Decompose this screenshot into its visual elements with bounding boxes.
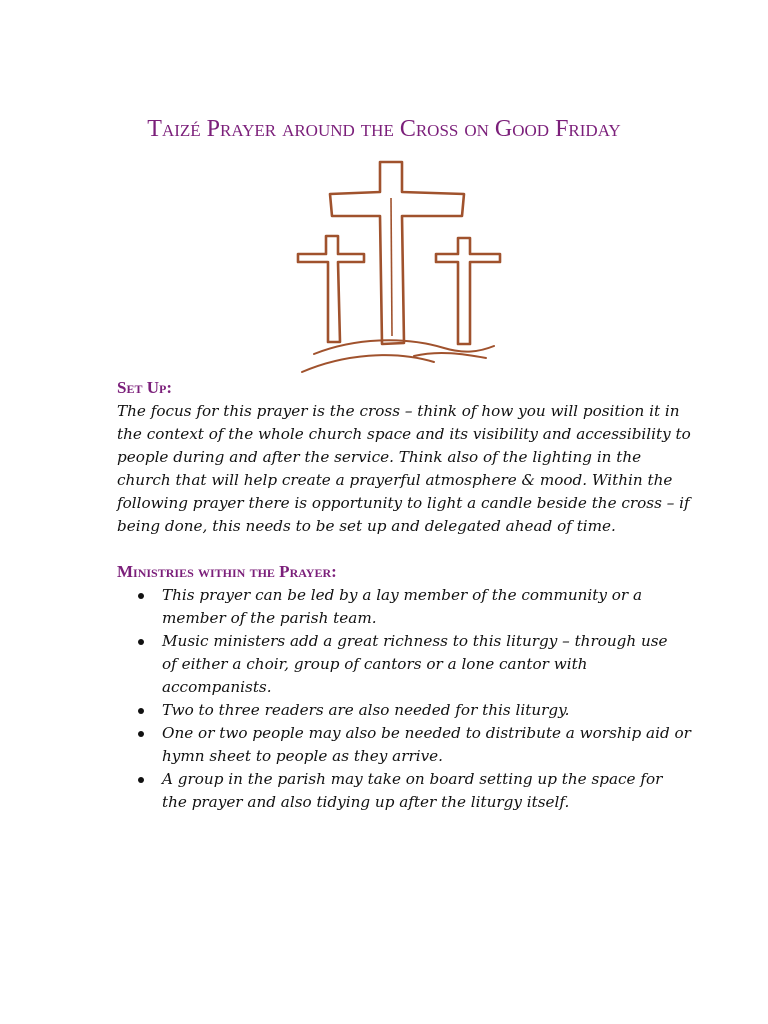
ministries-heading: Ministries within the Prayer: (117, 562, 337, 581)
list-item-line: Two to three readers are also needed for this liturgy. (162, 701, 570, 719)
setup-line: church that will help create a prayerful atmosphere & mood. Within the (117, 471, 673, 489)
list-item-line: A group in the parish may take on board setting up the space for (162, 770, 663, 788)
list-item-line: Music ministers add a great richness to this liturgy – through use (162, 632, 668, 650)
setup-line: people during and after the service. Think also of the lighting in the (117, 448, 642, 466)
setup-line: following prayer there is opportunity to light a candle beside the cross – if (117, 494, 690, 512)
list-item (117, 768, 677, 814)
list-item-line: of either a choir, group of cantors or a lone cantor with (162, 655, 588, 673)
right-cross (436, 238, 500, 344)
setup-line: The focus for this prayer is the cross – think of how you will position it in (117, 402, 680, 420)
setup-line: the context of the whole church space and its visibility and accessibility to (117, 425, 691, 443)
list-item-line: hymn sheet to people as they arrive. (162, 747, 443, 765)
setup-line: being done, this needs to be set up and delegated ahead of time. (117, 517, 616, 535)
list-item (117, 722, 691, 768)
setup-paragraph (117, 400, 691, 538)
left-cross (298, 236, 364, 342)
list-item-line: accompanists. (162, 678, 272, 696)
hill-line-3 (414, 353, 486, 358)
list-item-line: This prayer can be led by a lay member of the community or a (162, 586, 643, 604)
bullet-icon (138, 639, 144, 645)
hill-line-2 (302, 355, 434, 372)
bullet-icon (138, 593, 144, 599)
list-item-line: the prayer and also tidying up after the liturgy itself. (162, 793, 570, 811)
bullet-icon (138, 708, 144, 714)
three-crosses-illustration (294, 158, 506, 378)
list-item (117, 699, 677, 722)
setup-heading: Set Up: (117, 378, 172, 397)
bullet-icon (138, 777, 144, 783)
ministries-list (117, 584, 691, 814)
list-item-line: member of the parish team. (162, 609, 377, 627)
list-item-line: One or two people may also be needed to distribute a worship aid or (162, 724, 691, 742)
page-title: Taizé Prayer around the Cross on Good Friday (147, 116, 621, 142)
list-item (117, 630, 677, 699)
bullet-icon (138, 731, 144, 737)
list-item (117, 584, 677, 630)
